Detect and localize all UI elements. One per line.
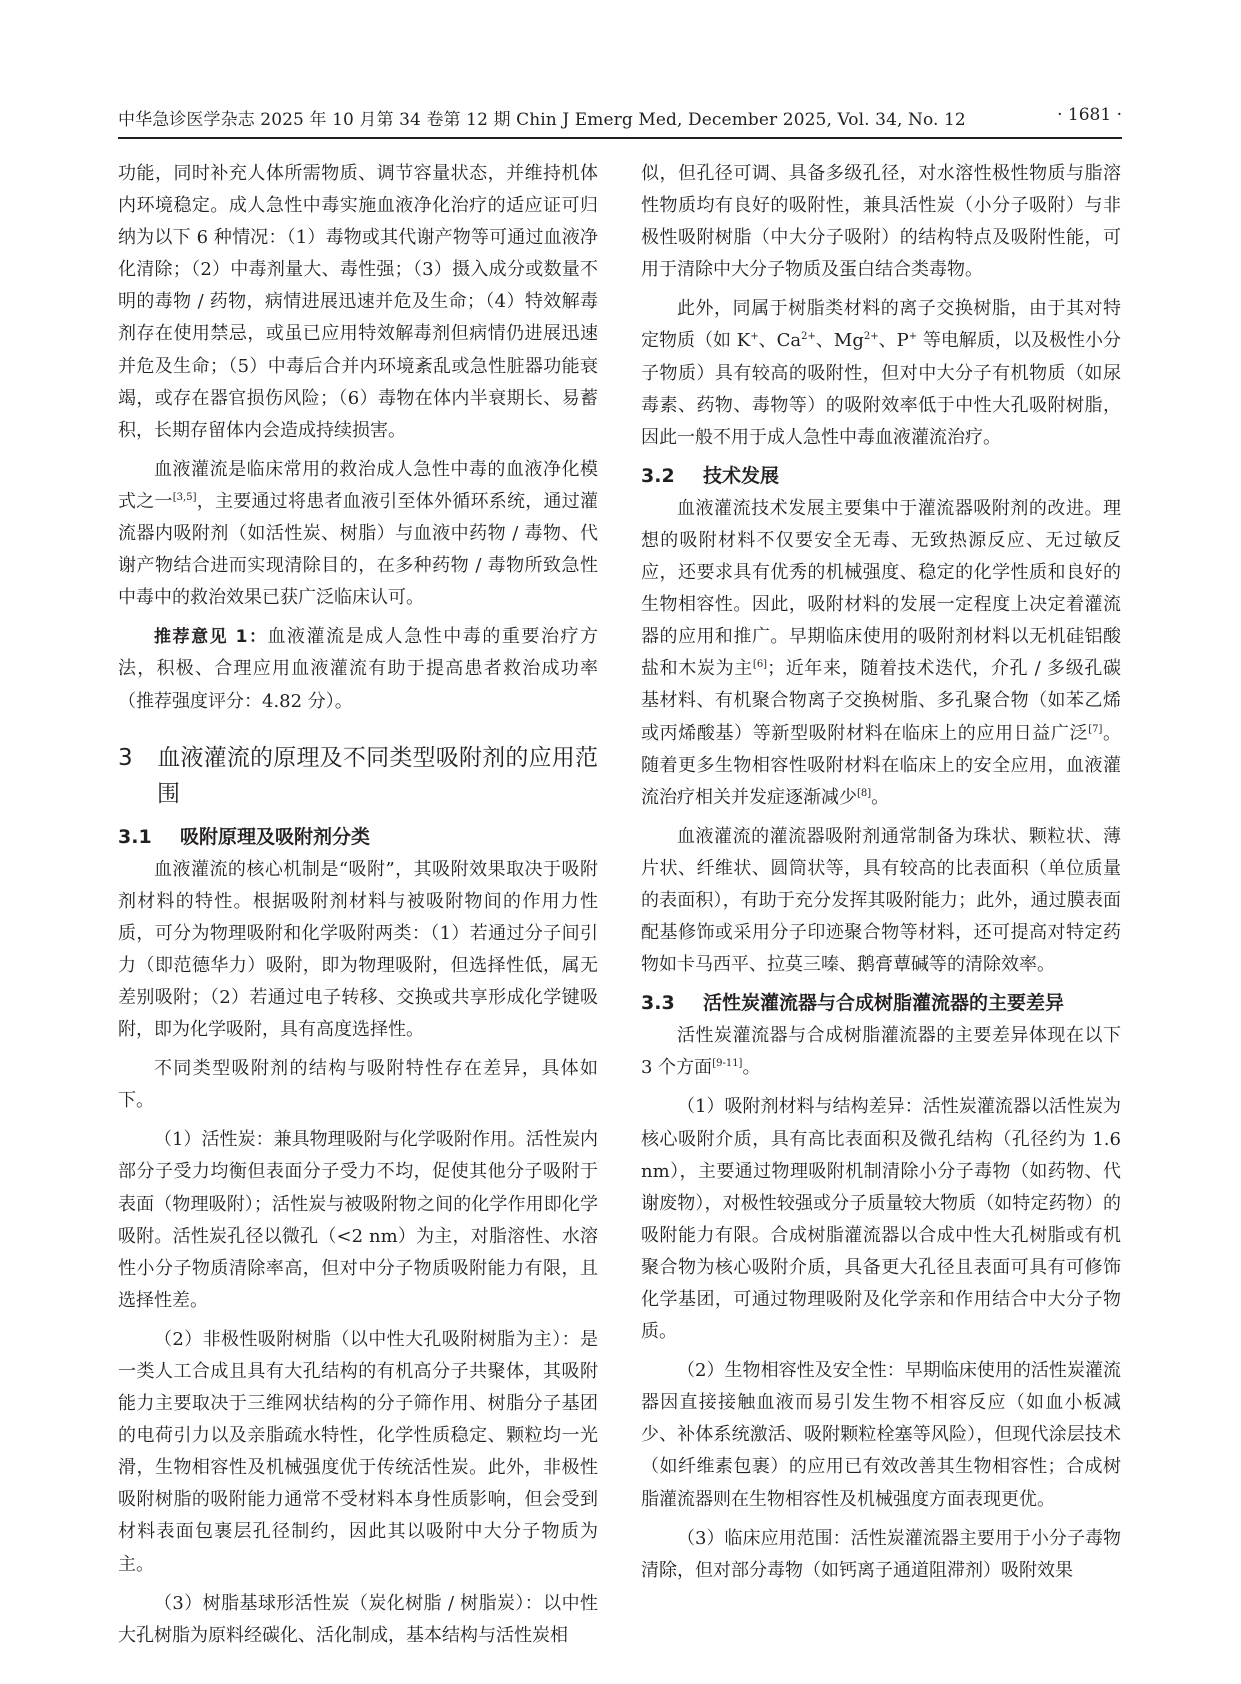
section-heading-3-1: 3.1 吸附原理及吸附剂分类 [118,825,371,848]
section-heading-3-3: 3.3 活性炭灌流器与合成树脂灌流器的主要差异 [641,992,1065,1015]
left-column [118,158,598,1659]
right-column [641,158,1121,1594]
citation-ref: [8] [857,787,872,799]
paragraph: 血液灌流是临床常用的救治成人急性中毒的血液净化模式之一[3,5]，主要通过将患者血液引至体外循环系统，通过灌流器内吸附剂（如活性炭、树脂）与血液中药物 / 毒物、代谢产物结合进而实现清除目的，在多种药物 / 毒物所致急性中毒中的救治效果已获广泛临床认可。 [118,458,599,609]
paragraph: 活性炭灌流器与合成树脂灌流器的主要差异体现在以下 3 个方面[9-11]。 [641,1025,1121,1079]
citation-ref: [3,5] [172,491,197,503]
paragraph: （3）树脂基球形活性炭（炭化树脂 / 树脂炭）：以中性大孔树脂为原料经碳化、活化制成，基本结构与活性炭相 [118,1592,598,1646]
paragraph: （3）临床应用范围：活性炭灌流器主要用于小分子毒物清除，但对部分毒物（如钙离子通道阻滞剂）吸附效果 [641,1527,1121,1581]
header-rule [118,137,1122,139]
recommendation: 推荐意见 1：血液灌流是成人急性中毒的重要治疗方法，积极、合理应用血液灌流有助于提高患者救治成功率（推荐强度评分：4.82 分）。 [118,626,599,712]
paragraph: （2）生物相容性及安全性：早期临床使用的活性炭灌流器因直接接触血液而易引发生物不相容反应（如血小板减少、补体系统激活、吸附颗粒栓塞等风险），但现代涂层技术（如纤维素包裹）的应用已有效改善其生物相容性；合成树脂灌流器则在生物相容性及机械强度方面表现更优。 [641,1360,1121,1510]
paragraph: 血液灌流的灌流器吸附剂通常制备为珠状、颗粒状、薄片状、纤维状、圆筒状等，具有较高的比表面积（单位质量的表面积），有助于充分发挥其吸附能力；此外，通过膜表面配基修饰或采用分子印迹聚合物等材料，还可提高对特定药物如卡马西平、拉莫三嗪、鹅膏蕈碱等的清除效率。 [641,825,1121,976]
section-heading-3: 3 血液灌流的原理及不同类型吸附剂的应用范围 [118,744,598,807]
paragraph: 似，但孔径可调、具备多级孔径，对水溶性极性物质与脂溶性物质均有良好的吸附性，兼具活性炭（小分子吸附）与非极性吸附树脂（中大分子吸附）的结构特点及吸附性能，可用于清除中大分子物质及蛋白结合类毒物。 [641,163,1121,281]
citation-ref: [7] [1088,723,1103,735]
citation-ref: [6] [752,659,768,671]
running-header [118,105,1122,135]
journal-citation: 中华急诊医学杂志 2025 年 10 月第 34 卷第 12 期 Chin J Emerg Med, December 2025, Vol. 34, No. 12 [118,110,966,130]
paragraph: （1）活性炭：兼具物理吸附与化学吸附作用。活性炭内部分子受力均衡但表面分子受力不均，促使其他分子吸附于表面（物理吸附）；活性炭与被吸附物之间的化学作用即化学吸附。活性炭孔径以微孔（<2 nm）为主，对脂溶性、水溶性小分子物质清除率高，但对中分子物质吸附能力有限，且选择性差。 [118,1129,598,1311]
citation-ref: [9-11] [712,1058,743,1070]
paragraph: 此外，同属于树脂类材料的离子交换树脂，由于其对特定物质（如 K+、$Ca^{2+}$、$Mg^{2+}$、P+ 等电解质，以及极性小分子物质）具有较高的吸附性，但对中大分子有机物质（如尿毒素、药物、毒物等）的吸附效率低于中性大孔吸附树脂，因此一般不用于成人急性中毒血液灌流治疗。 [641,298,1121,448]
section-heading-3-2: 3.2 技术发展 [641,464,780,487]
page-number: · 1681 · [1057,105,1122,125]
recommendation-label: 推荐意见 1： [154,627,268,648]
paragraph: 功能，同时补充人体所需物质、调节容量状态，并维持机体内环境稳定。成人急性中毒实施血液净化治疗的适应证可归纳为以下 6 种情况：（1）毒物或其代谢产物等可通过血液净化清除；（2）中毒剂量大、毒性强；（3）摄入成分或数量不明的毒物 / 药物，病情进展迅速并危及生命；（4）特效解毒剂存在使用禁忌，或虽已应用特效解毒剂但病情仍进展迅速并危及生命；（5）中毒后合并内环境紊乱或急性脏器功能衰竭，或存在器官损伤风险；（6）毒物在体内半衰期长、易蓄积，长期存留体内会造成持续损害。 [118,163,598,441]
paragraph: （1）吸附剂材料与结构差异：活性炭灌流器以活性炭为核心吸附介质，具有高比表面积及微孔结构（孔径约为 1.6 nm），主要通过物理吸附机制清除小分子毒物（如药物、代谢废物），对极性较强或分子质量较大物质（如特定药物）的吸附能力有限。合成树脂灌流器以合成中性大孔树脂或有机聚合物为核心吸附介质，具备更大孔径且表面可具有可修饰化学基团，可通过物理吸附及化学亲和作用结合中大分子物质。 [641,1096,1121,1343]
paragraph: 不同类型吸附剂的结构与吸附特性存在差异，具体如下。 [118,1058,598,1112]
paragraph: （2）非极性吸附树脂（以中性大孔吸附树脂为主）：是一类人工合成且具有大孔结构的有机高分子共聚体，其吸附能力主要取决于三维网状结构的分子筛作用、树脂分子基团的电荷引力以及亲脂疏水特性，化学性质稳定、颗粒均一光滑，生物相容性及机械强度优于传统活性炭。此外，非极性吸附树脂的吸附能力通常不受材料本身性质影响，但会受到材料表面包裹层孔径制约，因此其以吸附中大分子物质为主。 [118,1328,598,1575]
paragraph: 血液灌流的核心机制是“吸附”，其吸附效果取决于吸附剂材料的特性。根据吸附剂材料与被吸附物间的作用力性质，可分为物理吸附和化学吸附两类：（1）若通过分子间引力（即范德华力）吸附，即为物理吸附，但选择性低，属无差别吸附；（2）若通过电子转移、交换或共享形成化学键吸附，即为化学吸附，具有高度选择性。 [118,858,598,1041]
paragraph: 血液灌流技术发展主要集中于灌流器吸附剂的改进。理想的吸附材料不仅要安全无毒、无致热源反应、无过敏反应，还要求具有优秀的机械强度、稳定的化学性质和良好的生物相容性。因此，吸附材料的发展一定程度上决定着灌流器的应用和推广。早期临床使用的吸附剂材料以无机硅铝酸盐和木炭为主[6]；近年来，随着技术迭代，介孔 / 多级孔碳基材料、有机聚合物离子交换树脂、多孔聚合物（如苯乙烯或丙烯酸基）等新型吸附材料在临床上的应用日益广泛[7]。随着更多生物相容性吸附材料在临床上的安全应用，血液灌流治疗相关并发症逐渐减少[8]。 [641,497,1122,808]
